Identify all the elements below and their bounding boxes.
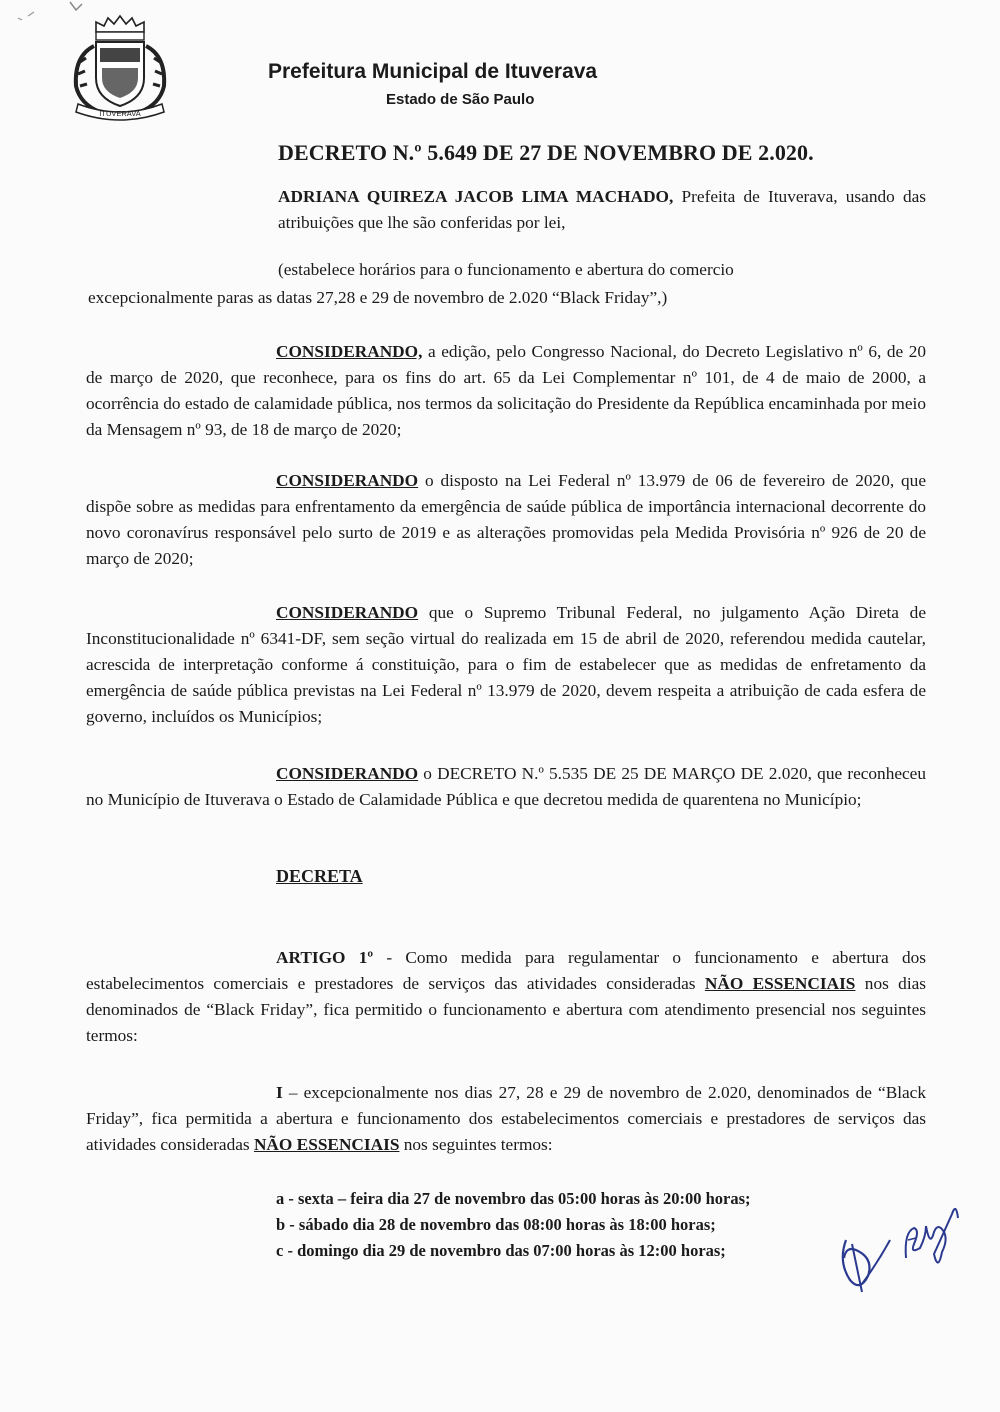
considerando-paragraph-2: [86, 468, 926, 572]
considerando-text: o disposto na Lei Federal nº 13.979 de 06 de fevereiro de 2020, que dispõe sobre as medidas para enfrentamento da emergência de saúde pública de importância internacional decorrente do novo coronavírus responsável pelo surto de 2019 e as alterações promovidas pela Medida Provisória nº 926 de 20 de março de 2020;: [86, 471, 926, 568]
scan-mark-icon: [66, 0, 86, 20]
artigo-label: ARTIGO 1º: [276, 948, 374, 967]
inciso-label: I: [276, 1083, 283, 1102]
considerando-keyword: CONSIDERANDO: [276, 603, 419, 622]
considerando-paragraph-1: [86, 339, 926, 443]
author-name: ADRIANA QUIREZA JACOB LIMA MACHADO,: [278, 187, 674, 206]
considerando-keyword: CONSIDERANDO,: [276, 342, 423, 361]
nao-essenciais-highlight: NÃO ESSENCIAIS: [253, 1135, 400, 1154]
inciso-text-after: nos seguintes termos:: [399, 1135, 553, 1154]
considerando-text: a edição, pelo Congresso Nacional, do Decreto Legislativo nº 6, de 20 de março de 2020, que reconhece, para os fins do art. 65 da Lei Complementar nº 101, de 4 de maio de 2000, a ocorrência do estado de calamidade pública, nos termos da solicitação do Presidente da República encaminhada por meio da Mensagem nº 93, de 18 de março de 2020;: [86, 342, 926, 439]
inciso-text-before: – excepcionalmente nos dias 27, 28 e 29 de novembro de 2.020, denominados de “Black Friday”, fica permitida a abertura e funcionamento dos estabelecimentos comerciais e prestadores de serviços das atividades consideradas: [86, 1083, 926, 1154]
institution-name: Prefeitura Municipal de Ituverava: [268, 60, 598, 83]
decreta-heading: DECRETA: [276, 866, 363, 886]
artigo-text-after: nos dias denominados de “Black Friday”, fica permitido o funcionamento e abertura com atendimento presencial nos seguintes termos:: [86, 974, 927, 1045]
considerando-keyword: CONSIDERANDO: [276, 471, 419, 490]
considerando-paragraph-3: [86, 600, 926, 730]
considerando-paragraph-4: [86, 761, 926, 813]
considerando-text: o DECRETO N.º 5.535 DE 25 DE MARÇO DE 2.020, que reconheceu no Município de Ituverava o Estado de Calamidade Pública e que decretou medida de quarentena no Município;: [86, 764, 926, 809]
decree-author-paragraph: [278, 184, 926, 236]
author-description: Prefeita de Ituverava, usando das atribuições que lhe são conferidas por lei,: [278, 187, 926, 232]
scan-mark-icon: [14, 8, 40, 26]
municipal-crest-icon: [66, 12, 174, 124]
schedule-item-a: a - sexta – feira dia 27 de novembro das 05:00 horas às 20:00 horas;: [276, 1189, 751, 1208]
schedule-item-c: c - domingo dia 29 de novembro das 07:00 horas às 12:00 horas;: [276, 1241, 726, 1260]
artigo-1-paragraph: [86, 945, 926, 1049]
decree-summary-line-2: excepcionalmente paras as datas 27,28 e 29 de novembro de 2.020 “Black Friday”,): [88, 288, 668, 307]
considerando-text: que o Supremo Tribunal Federal, no julgamento Ação Direta de Inconstitucionalidade nº 6341-DF, sem seção virtual do realizada em 15 de abril de 2020, referendou medida cautelar, acrescida de interpretação conforme á constituição, para o fim de estabelecer que as medidas de enfretamento da emergência de saúde pública previstas na Lei Federal nº 13.979 de 2020, devem respeita a atribuição de cada esfera de governo, incluídos os Municípios;: [86, 603, 926, 726]
handwritten-initials-signature: [834, 1192, 974, 1302]
institution-state: Estado de São Paulo: [386, 91, 535, 108]
artigo-text-before: - Como medida para regulamentar o funcionamento e abertura dos estabelecimentos comerciais e prestadores de serviços das atividades consideradas: [86, 948, 926, 993]
decree-title: DECRETO N.º 5.649 DE 27 DE NOVEMBRO DE 2.020.: [278, 140, 814, 165]
svg-text:ITUVERAVA: ITUVERAVA: [99, 109, 141, 118]
nao-essenciais-highlight: NÃO ESSENCIAIS: [704, 974, 856, 993]
inciso-1-paragraph: [86, 1080, 926, 1158]
schedule-item-b: b - sábado dia 28 de novembro das 08:00 horas às 18:00 horas;: [276, 1215, 716, 1234]
considerando-keyword: CONSIDERANDO: [276, 764, 419, 783]
decree-summary-line-1: (estabelece horários para o funcionamento e abertura do comercio: [278, 260, 734, 279]
